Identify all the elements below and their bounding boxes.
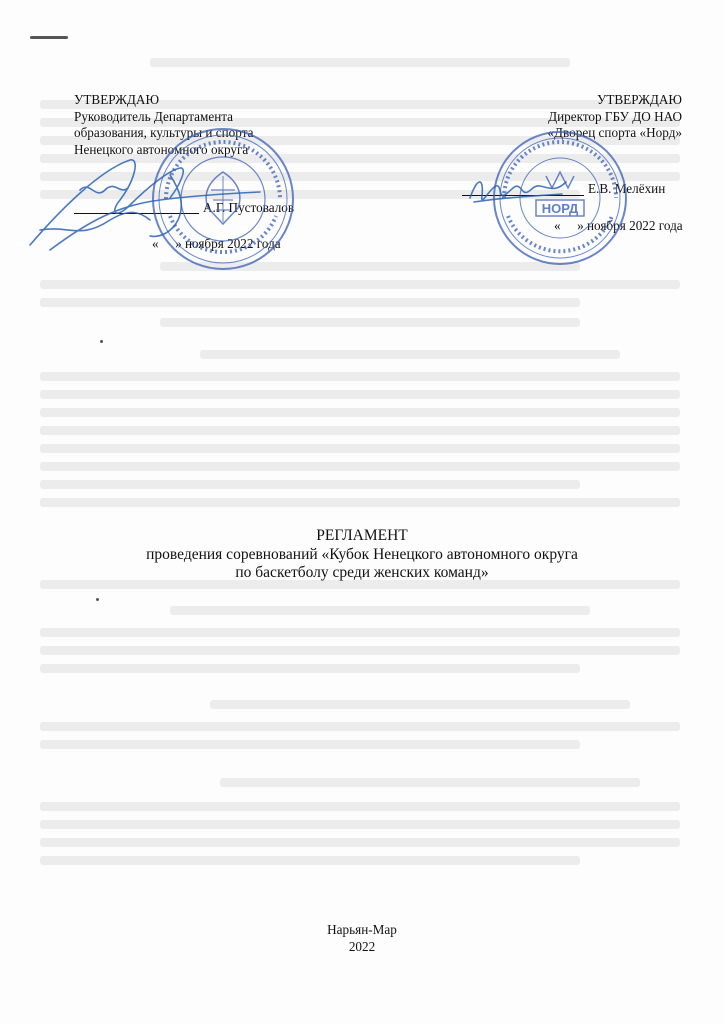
scan-dot: [100, 340, 103, 343]
document-subtitle-line1: проведения соревнований «Кубок Ненецкого автономного округа: [146, 545, 578, 563]
approval-heading-left: УТВЕРЖДАЮ: [74, 92, 160, 107]
signature-right: [462, 168, 572, 213]
document-title-block: [0, 527, 724, 583]
stamp-logo-text: НОРД: [541, 201, 579, 216]
document-footer: [0, 922, 724, 955]
signature-left: [20, 150, 270, 260]
approval-position-right-line1: Директор ГБУ ДО НАО: [548, 108, 682, 124]
signer-name-right: Е.В. Мелёхин: [588, 181, 666, 196]
scan-artifact: [30, 36, 68, 39]
approval-position-line3: Ненецкого автономного округа: [74, 141, 249, 157]
approval-position-line1: Руководитель Департамента: [74, 108, 234, 124]
scan-dot: [96, 598, 99, 601]
approval-date-left: « » ноября 2022 года: [152, 236, 281, 251]
signer-name-left: А.Г. Пустовалов: [203, 200, 295, 215]
document-title: РЕГЛАМЕНТ: [316, 527, 408, 544]
document-subtitle-line2: по баскетболу среди женских команд»: [235, 564, 489, 581]
approval-date-right: « » ноября 2022 года: [554, 218, 683, 233]
approval-heading-right: УТВЕРЖДАЮ: [596, 92, 682, 107]
approval-position-right-line2: «Дворец спорта «Норд»: [547, 125, 682, 140]
approval-position-line2: образования, культуры и спорта: [74, 125, 254, 140]
footer-year: 2022: [348, 938, 376, 954]
footer-city: Нарьян-Мар: [327, 922, 397, 937]
